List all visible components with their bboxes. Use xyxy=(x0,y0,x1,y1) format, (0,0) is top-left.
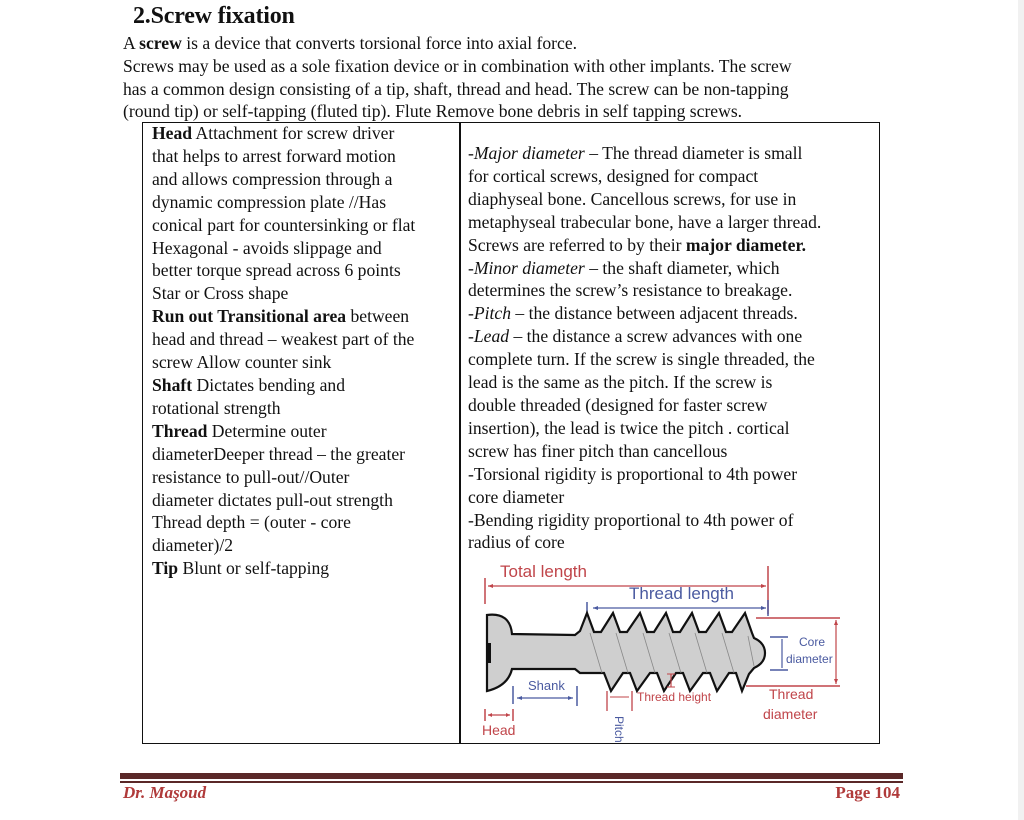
arrowhead xyxy=(488,713,492,717)
term-lead: -Lead xyxy=(468,326,510,347)
term-head: Head xyxy=(152,123,193,143)
screw-drive-slot xyxy=(487,643,491,663)
term-thread: Thread xyxy=(152,420,208,441)
label-thread-length: Thread length xyxy=(629,584,734,603)
term-shaft: Shaft xyxy=(152,374,193,395)
label-thread-diameter-2: diameter xyxy=(763,706,818,722)
bold-term-screw: screw xyxy=(139,33,182,53)
arrowhead xyxy=(506,713,510,717)
term-run-out: Run out Transitional area xyxy=(152,306,347,327)
arrowhead xyxy=(568,696,573,700)
intro-line: A screw is a device that converts torsional force into axial force. xyxy=(123,33,578,53)
screw-diagram xyxy=(470,556,870,746)
label-thread-height: Thread height xyxy=(637,690,712,704)
text-line: Head Attachment for screw driver xyxy=(152,123,395,143)
label-head: Head xyxy=(482,722,516,738)
intro-paragraph xyxy=(123,32,893,123)
term-tip: Tip xyxy=(152,558,179,579)
arrowhead xyxy=(761,606,766,610)
intro-line: (round tip) or self-tapping (fluted tip). Flute Remove bone debris in self tapping screws. xyxy=(123,101,743,122)
table-column-divider xyxy=(459,122,461,744)
text-line: Shaft Dictates bending and xyxy=(152,374,346,395)
label-thread-diameter: Thread xyxy=(769,686,814,702)
label-core-diameter-2: diameter xyxy=(786,652,833,666)
section-title: 2.Screw fixation xyxy=(133,3,295,29)
label-shank: Shank xyxy=(528,678,565,693)
intro-line: Screws may be used as a sole fixation device or in combination with other implants. The screw xyxy=(123,55,792,76)
term-pitch: -Pitch xyxy=(468,303,511,324)
arrowhead xyxy=(761,584,766,588)
arrowhead xyxy=(834,679,838,684)
text-line: Tip Blunt or self-tapping xyxy=(152,558,330,579)
page-number: Page 104 xyxy=(835,783,900,802)
table-left-cell: Head Attachment for screw driver that helps to arrest forward motion and allows compression through a dynamic compression plate //Has conical part for countersinking or flat Hexagonal - avoids slippage and better torque spread across 6 points Star or Cross shape Run out Transitional area between head and thread – weakest part of the screw Allow counter sink Shaft Dictates bending and rotational strength Thread Determine outer diameterDeeper thread – the greater resistance to pull-out//Outer diameter dictates pull-out strength Thread depth = (outer - core diameter)/2 Tip Blunt or self-tapping xyxy=(152,122,452,580)
arrowhead xyxy=(834,620,838,625)
label-core-diameter: Core xyxy=(799,635,826,649)
footer-rule-thin xyxy=(120,781,903,783)
term-minor-diameter: -Minor diameter xyxy=(468,257,585,278)
text-line: Thread Determine outer xyxy=(152,420,327,441)
label-total-length: Total length xyxy=(500,562,587,581)
intro-line: has a common design consisting of a tip, shaft, thread and head. The screw can be non-tapping xyxy=(123,78,789,99)
arrowhead xyxy=(517,696,522,700)
page-edge-shadow xyxy=(1018,0,1024,820)
arrowhead xyxy=(488,584,493,588)
footer-author: Dr. Maşoud xyxy=(123,783,207,802)
label-pitch: Pitch xyxy=(612,716,626,743)
text-line: Run out Transitional area between xyxy=(152,306,410,327)
bold-major-diameter: major diameter. xyxy=(685,234,807,255)
footer-rule xyxy=(120,773,903,779)
table-right-cell: -Major diameter – The thread diameter is small for cortical screws, designed for compact diaphyseal bone. Cancellous screws, for use in metaphyseal trabecular bone, have a larger thread. Screws are referred to by their major diameter. -Minor diameter – the shaft diameter, which determines the screw’s resistance to breakage. -Pitch – the distance between adjacent threads. -Lead – the distance a screw advances with one complete turn. If the screw is single threaded, the lead is the same as the pitch. If the screw is double threaded (designed for faster screw insertion), the lead is twice the pitch . cortical screw has finer pitch than cancellous -Torsional rigidity is proportional to 4th power core diameter -Bending rigidity proportional to 4th power of radius of core xyxy=(468,143,822,553)
arrowhead xyxy=(593,606,598,610)
term-major-diameter: -Major diameter xyxy=(468,143,585,163)
